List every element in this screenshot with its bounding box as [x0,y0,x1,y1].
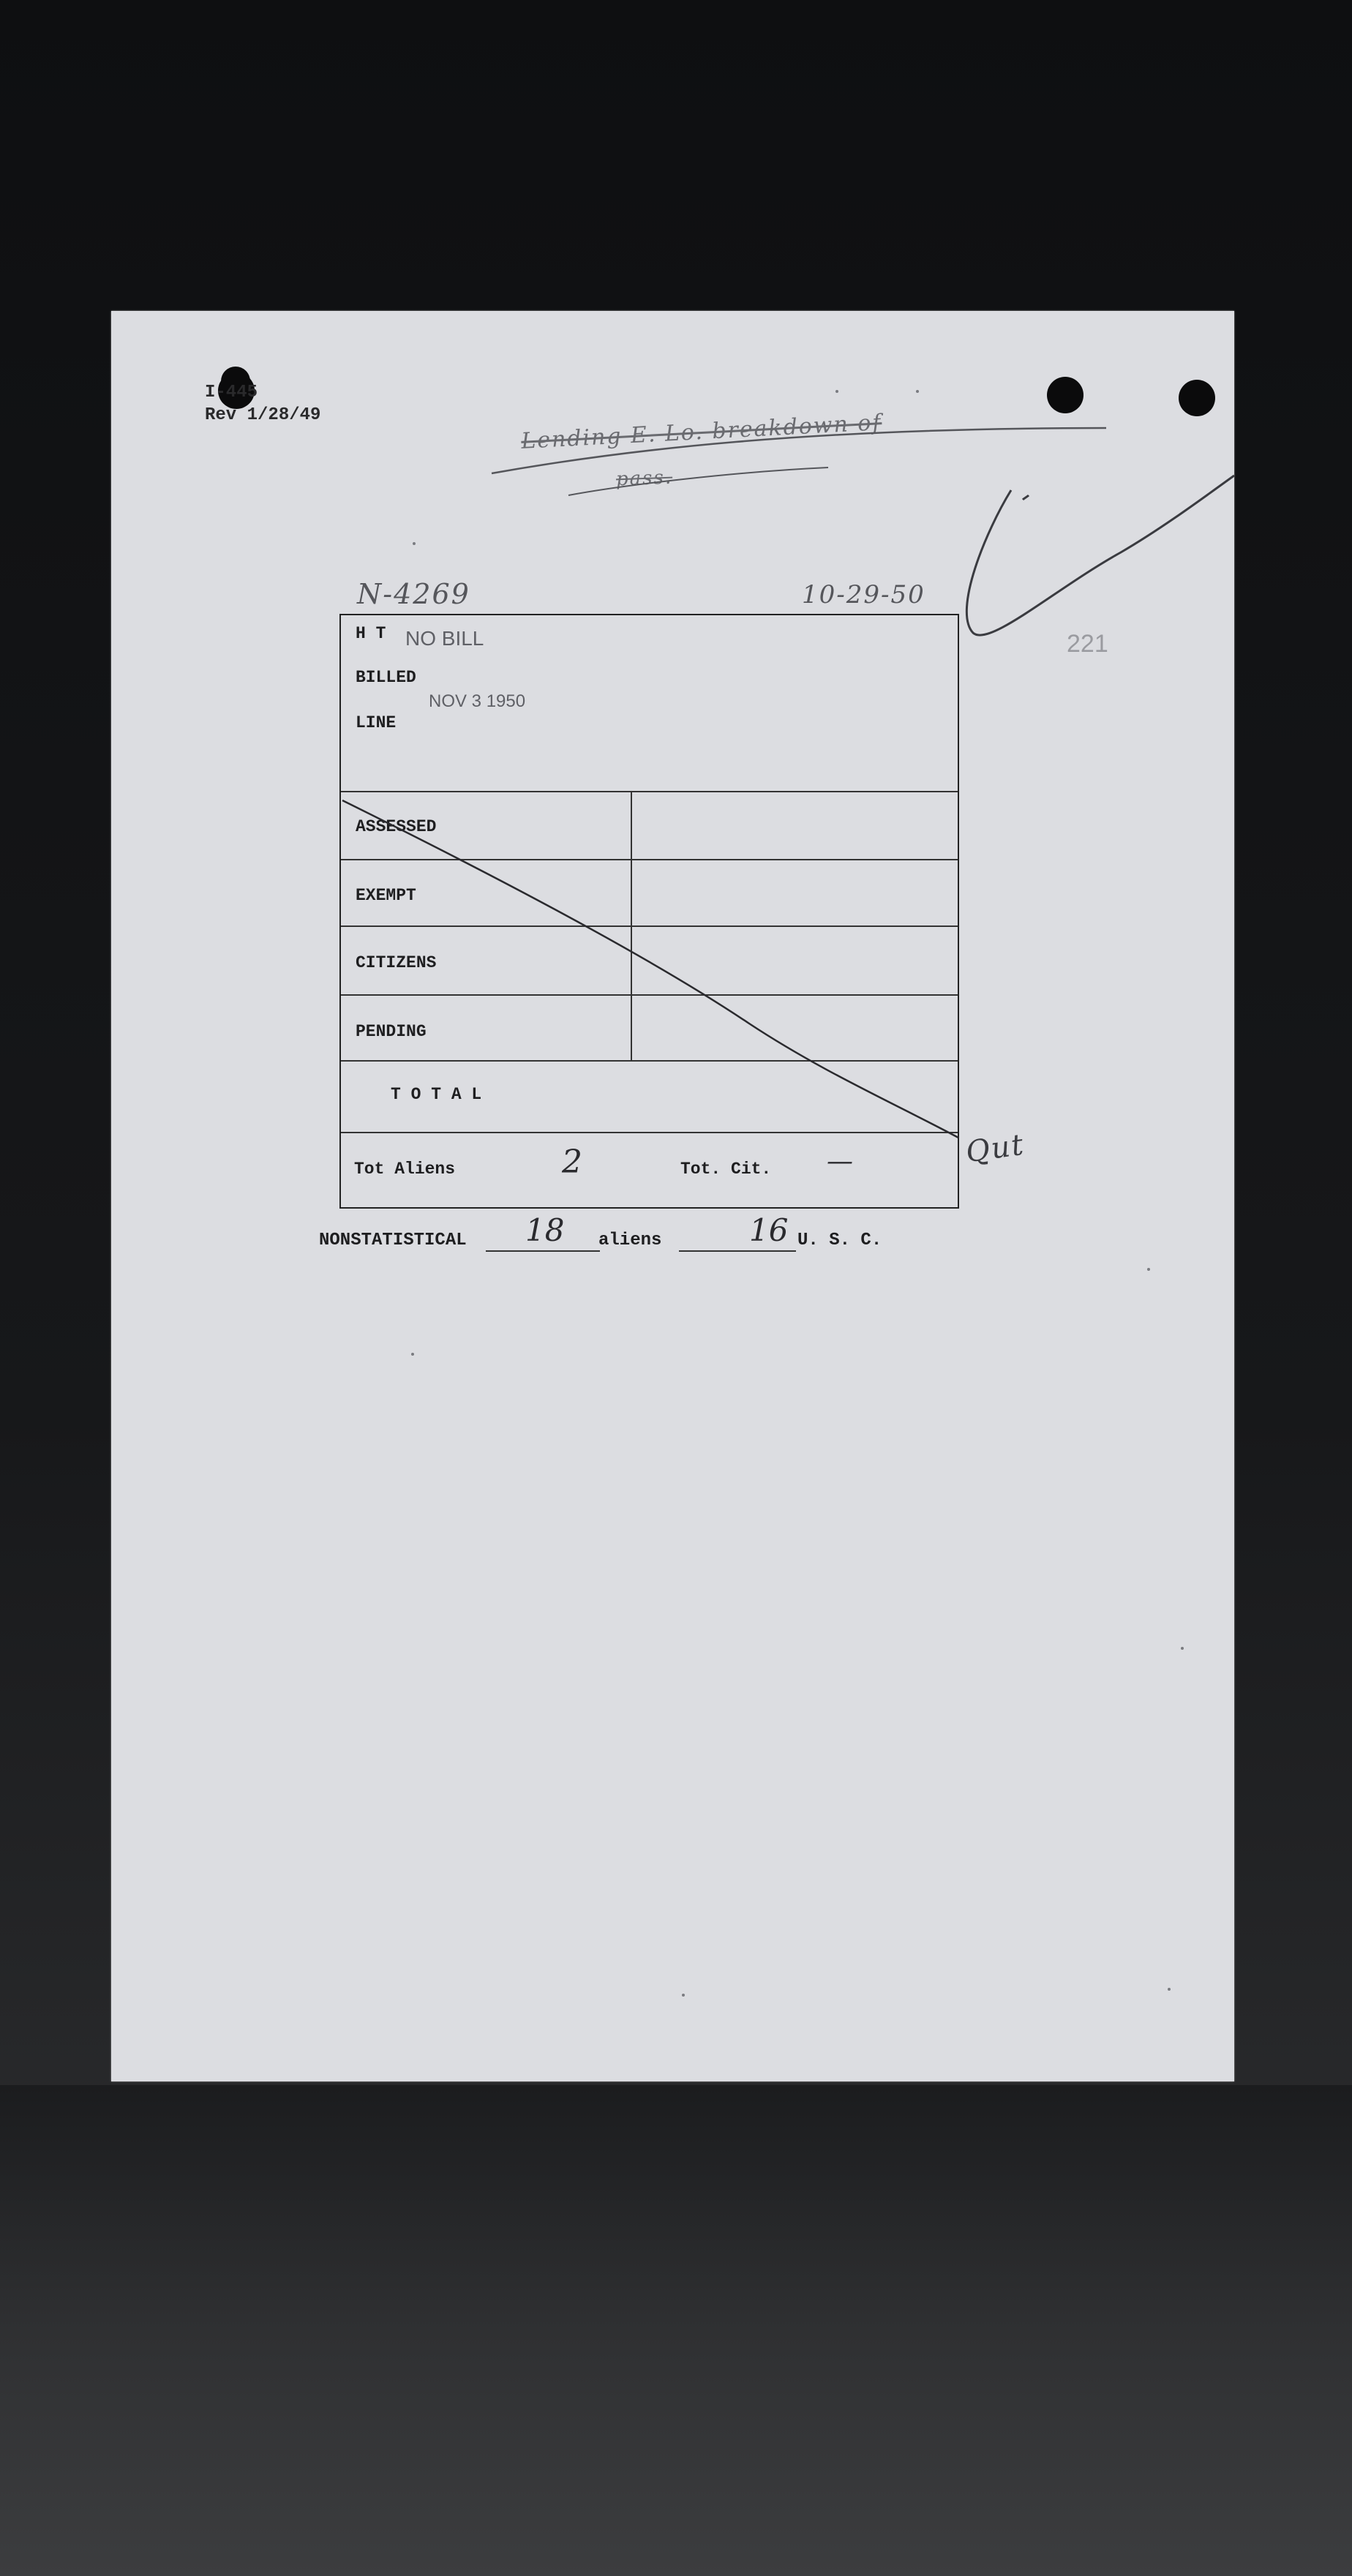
form-revision: Rev 1/28/49 [205,405,321,425]
paper-speck [1147,1268,1150,1271]
paper-speck [1168,1988,1171,1991]
form-date: 10-29-50 [802,580,925,609]
struck-note-line2: pass. [615,466,673,491]
billed-label: BILLED [356,668,416,687]
billed-stamp: NOV 3 1950 [429,691,526,711]
nonstat-underline [486,1250,600,1252]
line-label: LINE [356,713,397,732]
tot-cit-label: Tot. Cit. [680,1160,772,1179]
tot-cit-value: — [827,1146,853,1176]
stamp-number: 221 [1067,630,1108,658]
paper-speck [413,542,416,545]
paper-speck [411,1353,414,1356]
ht-stamp: NO BILL [405,627,484,650]
usc-label: U. S. C. [797,1231,882,1250]
document-page [111,311,1234,2081]
struck-note-strike-lines [111,311,1234,530]
paper-speck [916,390,919,393]
tot-aliens-label: Tot Aliens [354,1160,456,1179]
nonstat-value: 18 [525,1212,565,1248]
aliens-underline [679,1250,796,1252]
paper-speck [682,1994,685,1997]
form-number: I-445 [205,383,258,402]
row-label-pending: PENDING [356,1022,427,1041]
nonstat-label: NONSTATISTICAL [319,1231,467,1250]
row-label-exempt: EXEMPT [356,886,416,905]
aliens-label: aliens [598,1231,662,1250]
row-label-assessed: ASSESSED [356,817,437,836]
struck-note-line1: Lending E. Lo. breakdown of [520,410,883,454]
paper-speck [1181,1647,1184,1650]
total-label: T O T A L [391,1085,482,1104]
ht-label: H T [356,624,386,643]
side-note: Qut [964,1127,1027,1170]
tot-aliens-value: 2 [562,1144,582,1181]
row-label-citizens: CITIZENS [356,953,437,972]
aliens-value: 16 [749,1212,789,1248]
scanner-lower-band [0,2085,1352,2576]
paper-speck [835,390,838,393]
file-number: N-4269 [357,578,470,610]
